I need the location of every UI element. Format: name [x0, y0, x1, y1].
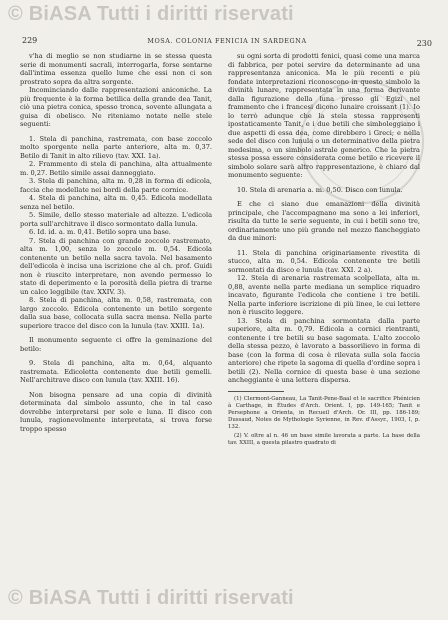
paragraph: 2. Frammento di stela di panchina, alta attualmente m. 0,27. Betilo simile assai danneggiato.: [20, 160, 212, 177]
left-column: [20, 52, 212, 433]
paragraph: 10. Stela di arenaria a. m. 0,50. Disco con lunula.: [237, 185, 403, 194]
footnote: (1) Clermont-Ganneau, La Tanit-Pene-Baal et le sacrifice Phénicien à Carthage, in Études d'Arch. Orient. I, pp. 149-165; Tanit e Persephone a Orienta, in Recueil d'Arch. Or. III, pp. 186-189; Dussaud, Notes de Mythologie Syrienne, in Rev. d'Assyr., 1903, I, p. 132.: [228, 395, 420, 430]
paragraph: 13. Stela di panchina sormontata dalla parte superiore, alta m. 0,79. Edicola a cornici rientranti, contenente i tre betili su base sagomata. L'alto zoccolo della stessa pezzo, è lavorato a bassorilievo in forma di base (con la forma di cosa è rilevata sulla sola faccia anteriore) che ripete la sagoma di quella d'ordine sopra i betili (2). Nella cornice di questa base è una sezione ancheggiante è una lettera dispersa.: [228, 316, 420, 384]
paragraph: 6. Id. id. a. m. 0,41. Betilo sopra una base.: [29, 228, 171, 236]
paragraph: 8. Stela di panchina, alta m. 0,58, rastremata, con largo zoccolo. Edicola contenente un betilo sorgente dalla sua base, collocata sulla sacra mensa. Nella parte superiore tracce del disco con la lunula (tav. XXIII. 1a).: [20, 296, 212, 330]
running-title: MOSA. COLONIA FENICIA IN SARDEGNA: [147, 37, 307, 45]
paragraph: 5. Simile, dello stesso materiale ad altezze. L'edicola porta sull'architrave il disco sormontato dalla lunula.: [20, 211, 212, 228]
footnotes: [228, 396, 420, 447]
paragraph: 1. Stela di panchina, rastremata, con base zoccolo molto sporgente nella parte anteriore, alta m. 0,37. Betilo di Tanit in alto rilievo (tav. XXI. 1a).: [20, 134, 212, 160]
footnote: (2) V. oltre al n. 46 un base simile lavorata a parte. La base della tav. XXIII, a questa pilastro quadrato di: [228, 432, 420, 446]
right-column: [228, 52, 420, 449]
page-number-right: 230: [416, 39, 432, 48]
running-header: [22, 36, 432, 48]
watermark-top: © BiASA Tutti i diritti riservati: [8, 3, 294, 25]
paragraph: Non bisogna pensare ad una copia di divinità determinata dal simbolo assunto, che in tal caso dovrebbe interpretarsi per sole e luna. Il disco con lunula, ragionevolmente interpretata, si trova forse troppo spesso: [20, 390, 212, 433]
paragraph: 3. Stela di panchina, alta m. 0,28 in forma di edicola, faccia che modellate nei bordi della parte cornice.: [20, 177, 212, 194]
paragraph: 12. Stela di arenaria rastremata scolpellata, alta m. 0,88, avente nella parte mediana un semplice riquadro incavato, figurante l'edicola che contiene i tre betili. Nella parte inferiore iscrizione di più linee, le cui lettere non è riuscito leggere.: [228, 274, 420, 316]
watermark-bottom: © BiASA Tutti i diritti riservati: [8, 587, 294, 609]
paragraph: E che ci siano due emanazioni della divinità principale, che l'accompagnano ma sono a lei inferiori, risulta da tutte le serie seguente, in cui i betili sono tre, ordinariamente uno più grande nel mezzo fiancheggiato da due minori:: [228, 200, 420, 242]
page-number-left: 229: [22, 36, 38, 45]
paragraph: Incominciando dalle rappresentazioni aniconiche. La più frequente è la forma betilica della grande dea Tanit, ciò una pietra conica, spesso tronca, sovente allungata a guisa di obelisco. Ne riteniamo notate nelle stele seguenti:: [20, 86, 212, 128]
paragraph: 7. Stela di panchina con grande zoccolo rastremato, alta m. 1,00, senza lo zoccolo m. 0,54. Edicola contenente un betilo nella sacra tavola. Nel basamento dell'edicola è incisa una iscrizione che al ch. prof. Guidi non è riuscito interpretare, non avendo permesso lo stato di deperimento e la porosità della pietra di trarne un calco leggibile (tav. XXIV. 3).: [20, 236, 212, 296]
paragraph: 4. Stela di panchina, alta m. 0,45. Edicola modellata senza nel betilo.: [20, 194, 212, 211]
paragraph: 11. Stela di panchina originariamente rivestita di stucco, alta m. 0,54. Edicola contenente tre betili sormontati da disco e lunula (tav. XXI. 2 a).: [228, 248, 420, 274]
paragraph: su ogni sorta di prodotti fenici, quasi come una marca di fabbrica, per potei servire da determinante ad una rappresentanza aniconica. Ma le più recenti e più fondate interpretazioni riconoscono in questo simbolo la divinità lunare, rappresentata in una forma derivante dalla figurazione della luna presso gli Egizi nel frammento che i francesi dicono lunaire croissant (1). Io lo terrò adunque che la stela stessa rappresenti ipostaticamente Tanit, e i due betili che simboleggiano i due aspetti di essa dea, come direbbero i Greci; e nella sede del disco con lunula o un determinativo della pietra medesima, o un simbolo astrale generico. Che la pietra stessa possa essere considerata come betilo e ricevere il simbolo solare sarà altro rappresentazione, è chiaro dal monumento seguente:: [228, 52, 420, 179]
footnote-rule: [228, 391, 284, 392]
paragraph: 9. Stela di panchina, alta m. 0,64, alquanto rastremata. Edicoletta contenente due betili gemelli. Nell'architrave disco con lunula (tav. XXIII. 16).: [20, 359, 212, 384]
paragraph: Il monumento seguente ci offre la geminazione del betilo:: [20, 336, 212, 353]
paragraph: v'ha di meglio se non studiarne in se stessa questa serie di monumenti sacrali, interrogarla, forse sentarne dall'intima essenza quello lume che essi non ci son prostrato sopra da altra sorgente.: [20, 52, 212, 86]
